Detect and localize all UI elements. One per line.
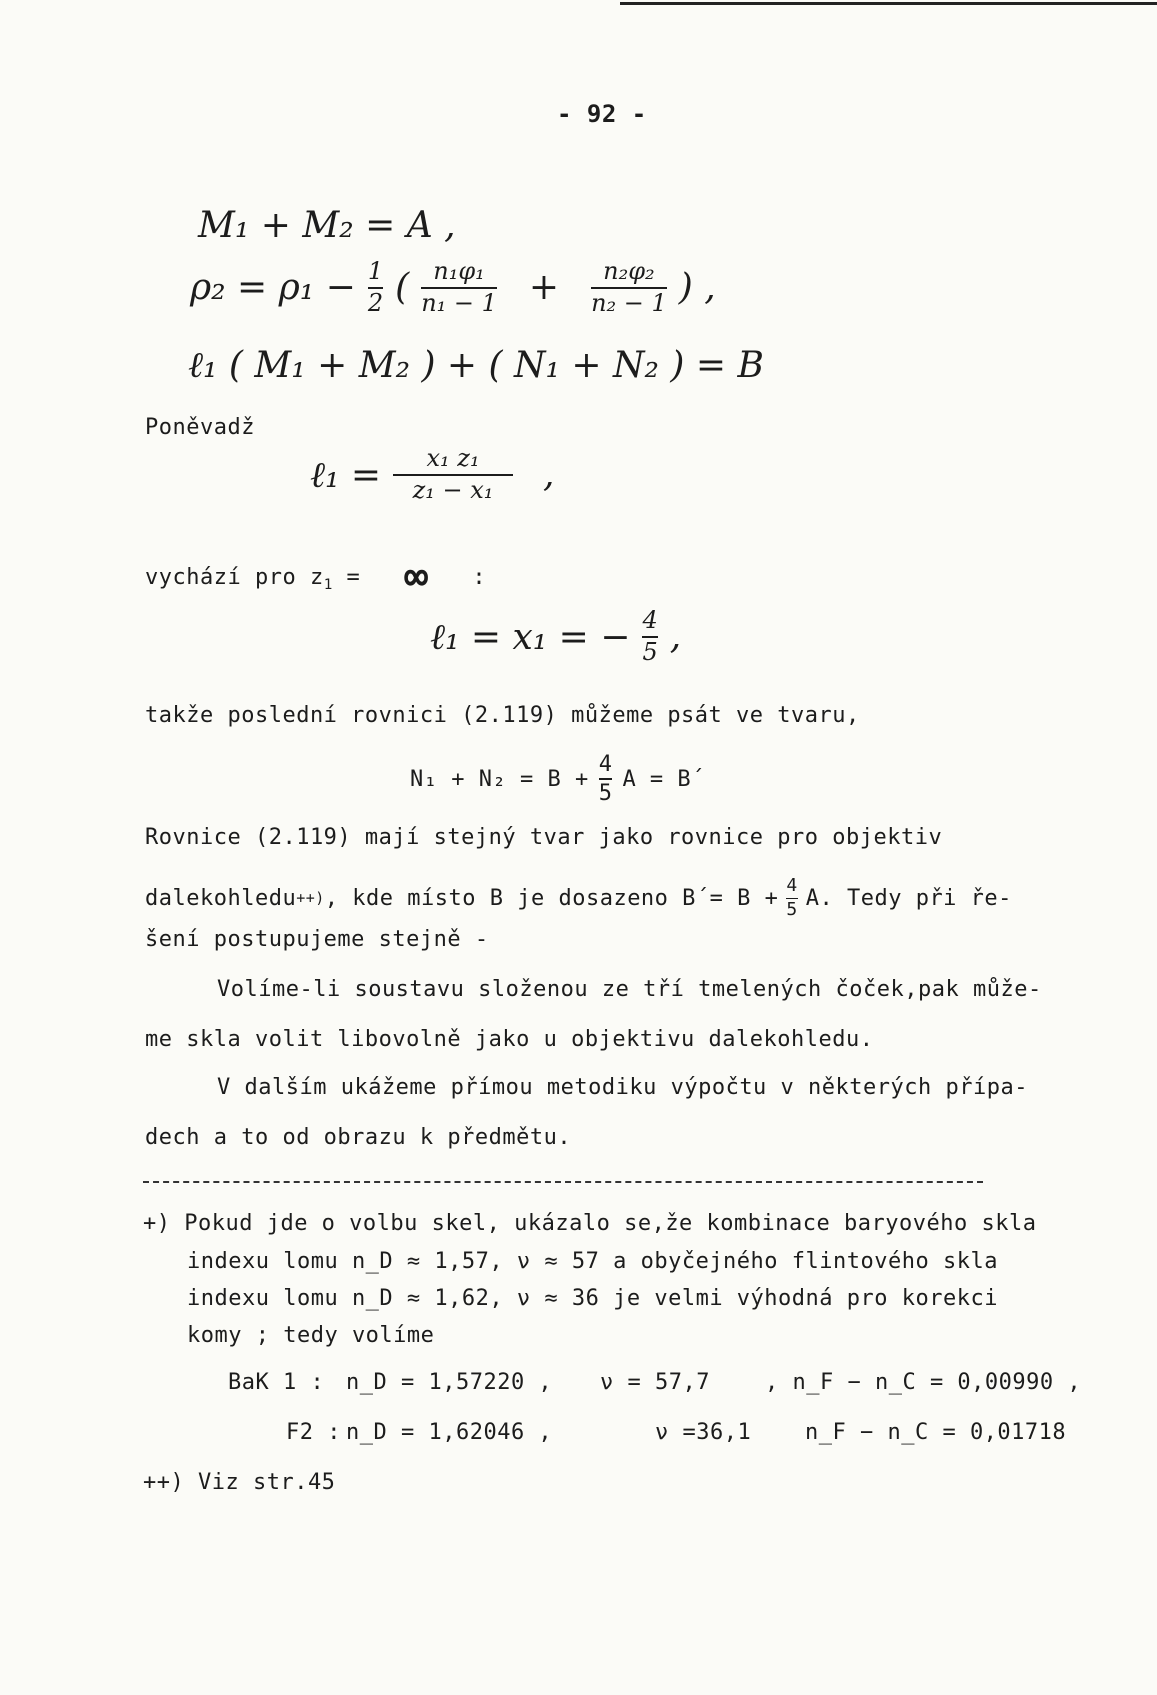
footnote-1-line2: indexu lomu n_D ≈ 1,57, ν ≈ 57 a obyčejného flintového skla [187, 1249, 998, 1274]
glass-bak1-nd: n_D = 1,57220 , [346, 1370, 553, 1395]
four-fifths-denominator: 5 [642, 637, 658, 666]
equation-l1-value [430, 607, 681, 666]
equation-l1-fraction [310, 445, 555, 504]
close-paren: ) , [678, 267, 716, 309]
equation-l1-value-tail: , [669, 616, 682, 658]
rovnice-middle: , kde místo B je dosazeno B´= B + [324, 885, 779, 911]
infinity-symbol: ∞ [404, 554, 429, 600]
text-rovnice-line2 [145, 876, 1012, 920]
n-sum-fraction [599, 752, 613, 807]
fraction-2-denominator: n₂ − 1 [591, 288, 667, 317]
vychazi-equals: = [332, 565, 361, 590]
glass-f2-diff: n_F − n_C = 0,01718 [805, 1420, 1067, 1445]
text-vychazi [145, 554, 486, 600]
rovnice-fraction-numerator: 4 [786, 875, 798, 896]
text-rovnice-line3: šení postupujeme stejně - [145, 927, 489, 952]
equation-l1-fraction-lhs: ℓ₁ = [310, 454, 382, 496]
plus-sign: + [528, 267, 560, 309]
fraction-1 [421, 258, 497, 317]
fraction-2 [591, 258, 667, 317]
text-volime-line2: me skla volit libovolně jako u objektivu dalekohledu. [145, 1027, 874, 1052]
footnote-ref-plusplus: ++) [296, 889, 325, 908]
fraction-2-numerator: n₂φ₂ [603, 257, 655, 285]
text-ponevadz: Poněvadž [145, 415, 255, 440]
glass-bak1-name: BaK 1 : [228, 1370, 325, 1395]
text-takze: takže poslední rovnici (2.119) můžeme psát ve tvaru, [145, 703, 860, 728]
n-sum-denominator: 5 [598, 781, 613, 807]
fraction-1-denominator: n₁ − 1 [421, 288, 497, 317]
glass-bak1-diff: , n_F − n_C = 0,00990 , [765, 1370, 1082, 1395]
l1-fraction-numerator: x₁ z₁ [426, 444, 480, 472]
vychazi-subscript: 1 [323, 577, 333, 593]
footnote-divider [143, 1181, 983, 1183]
footnote-2: ++) Viz str.45 [143, 1470, 336, 1495]
rovnice-dalekohledu: dalekohledu [145, 885, 297, 911]
n-sum-numerator: 4 [598, 752, 613, 777]
page-number: - 92 - [557, 100, 647, 128]
text-dalsim-line2: dech a to od obrazu k předmětu. [145, 1125, 572, 1150]
glass-f2-nd: n_D = 1,62046 , [346, 1420, 553, 1445]
half-numerator: 1 [367, 257, 384, 285]
top-border-line [620, 2, 1157, 5]
equation-mass-sum: M₁ + M₂ = A , [198, 205, 456, 246]
fraction-1-numerator: n₁φ₁ [433, 257, 485, 285]
vychazi-prefix: vychází pro z [145, 565, 324, 590]
glass-f2-nu: ν =36,1 [655, 1420, 752, 1445]
glass-bak1-nu: ν = 57,7 [600, 1370, 710, 1395]
four-fifths-numerator: 4 [642, 606, 658, 634]
equation-rho [190, 258, 716, 317]
rovnice-fraction-denominator: 5 [786, 898, 798, 920]
open-paren: ( [395, 267, 410, 309]
equation-n-sum-rhs: A = B´ [622, 766, 705, 792]
equation-n-sum [410, 752, 705, 807]
rovnice-fraction [786, 876, 797, 920]
l1-fraction-denominator: z₁ − x₁ [412, 475, 494, 504]
equation-l1: ℓ₁ ( M₁ + M₂ ) + ( N₁ + N₂ ) = B [188, 345, 764, 386]
footnote-1-line3: indexu lomu n_D ≈ 1,62, ν ≈ 36 je velmi výhodná pro korekci [187, 1286, 998, 1311]
glass-f2-name: F2 : [286, 1420, 341, 1445]
footnote-1-line1: +) Pokud jde o volbu skel, ukázalo se,že kombinace baryového skla [143, 1211, 1037, 1236]
half-denominator: 2 [367, 288, 384, 317]
footnote-1-line4: komy ; tedy volíme [187, 1323, 435, 1348]
equation-rho-lhs: ρ₂ = ρ₁ − [190, 267, 356, 309]
half-fraction [368, 258, 383, 317]
vychazi-colon: : [472, 565, 487, 590]
l1-fraction [393, 445, 513, 504]
rovnice-end: A. Tedy při ře- [805, 885, 1012, 911]
l1-fraction-tail: , [543, 454, 555, 496]
four-fifths-fraction [642, 607, 657, 666]
equation-l1-value-lhs: ℓ₁ = x₁ = − [430, 616, 631, 658]
text-dalsim-line1: V dalším ukážeme přímou metodiku výpočtu v některých přípa- [217, 1075, 1028, 1100]
equation-n-sum-lhs: N₁ + N₂ = B + [410, 766, 589, 792]
text-volime-line1: Volíme-li soustavu složenou ze tří tmelených čoček,pak může- [217, 977, 1042, 1002]
text-rovnice-line1: Rovnice (2.119) mají stejný tvar jako rovnice pro objektiv [145, 825, 943, 850]
